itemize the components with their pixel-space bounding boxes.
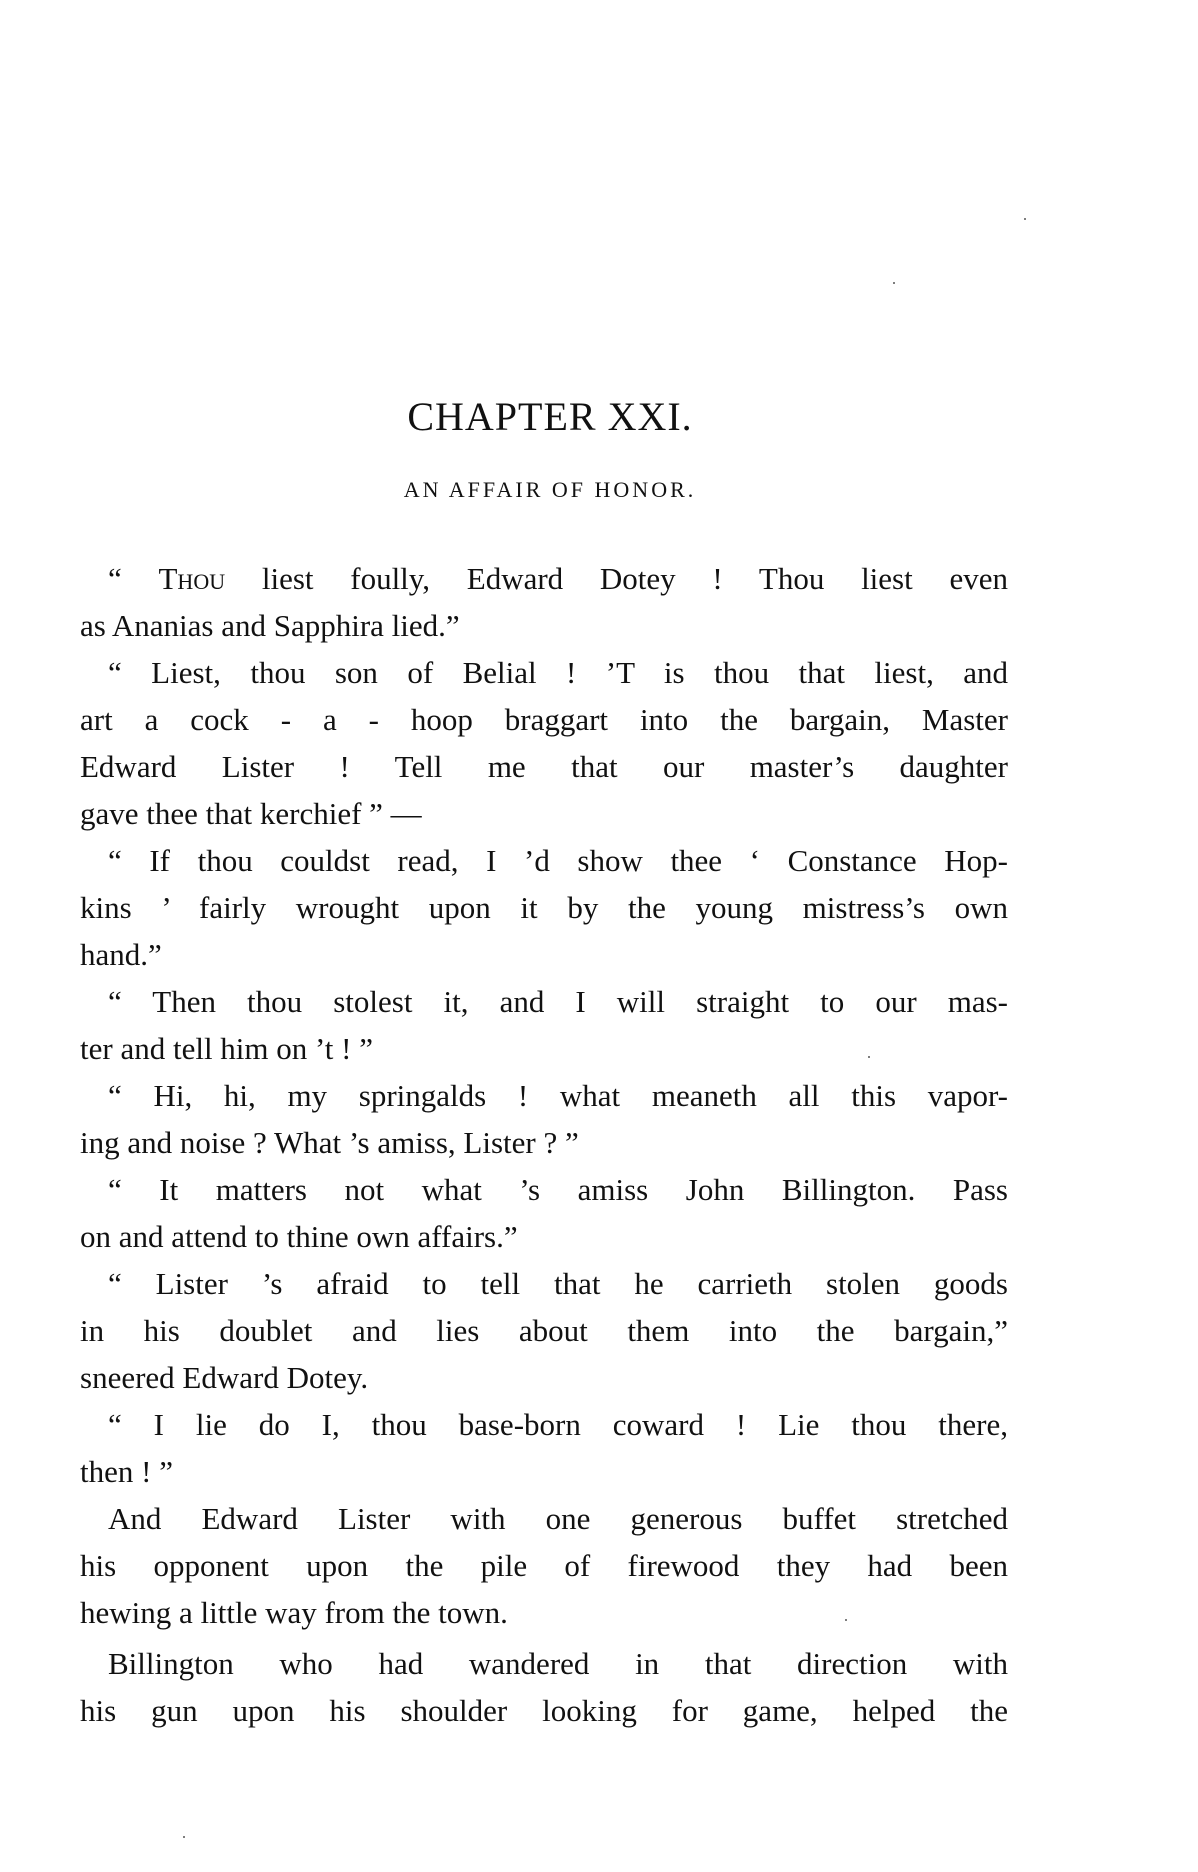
text-line: kins ’ fairly wrought upon it by the young mistress’s own xyxy=(80,890,1008,925)
text-line: hewing a little way from the town. xyxy=(80,1595,508,1630)
text-line: art a cock - a - hoop braggart into the bargain, Master xyxy=(80,702,1008,737)
smallcaps-word: Thou xyxy=(158,561,226,596)
text-line: “ I lie do I, thou base-born coward ! Lie thou there, xyxy=(108,1407,1008,1442)
text-line: “ Lister ’s afraid to tell that he carrieth stolen goods xyxy=(108,1266,1008,1301)
body-text xyxy=(80,555,1008,1734)
chapter-subtitle: AN AFFAIR OF HONOR. xyxy=(403,477,697,502)
paper-speck xyxy=(183,1836,185,1838)
text-line: “ Hi, hi, my springalds ! what meaneth all this vapor- xyxy=(108,1078,1008,1113)
text-line: “ Then thou stolest it, and I will straight to our mas- xyxy=(108,984,1008,1019)
text-line: then ! ” xyxy=(80,1454,173,1489)
text-line: hand.” xyxy=(80,937,162,972)
text-line: “ Thou liest foully, Edward Dotey ! Thou liest even xyxy=(108,561,1008,596)
text-line: in his doublet and lies about them into the bargain,” xyxy=(80,1313,1008,1348)
text-line: ter and tell him on ’t ! ” xyxy=(80,1031,373,1066)
paper-speck xyxy=(868,1056,870,1058)
text-line: “ If thou couldst read, I ’d show thee ‘ Constance Hop- xyxy=(108,843,1008,878)
text-line: Billington who had wandered in that direction with xyxy=(108,1646,1008,1681)
text-line: his opponent upon the pile of firewood they had been xyxy=(80,1548,1008,1583)
text-line: Edward Lister ! Tell me that our master’s daughter xyxy=(80,749,1008,784)
text-line: And Edward Lister with one generous buffet stretched xyxy=(108,1501,1008,1536)
text-line: on and attend to thine own affairs.” xyxy=(80,1219,518,1254)
text-line: his gun upon his shoulder looking for game, helped the xyxy=(80,1693,1008,1728)
text-line: ing and noise ? What ’s amiss, Lister ? ” xyxy=(80,1125,579,1160)
text-line: “ Liest, thou son of Belial ! ’T is thou that liest, and xyxy=(108,655,1008,690)
text-line: gave thee that kerchief ” — xyxy=(80,796,422,831)
paper-speck xyxy=(1024,218,1026,220)
paper-speck xyxy=(893,282,895,284)
text-line: sneered Edward Dotey. xyxy=(80,1360,369,1395)
text-line: as Ananias and Sapphira lied.” xyxy=(80,608,460,643)
chapter-title: CHAPTER XXI. xyxy=(407,394,693,439)
text-line: “ It matters not what ’s amiss John Billington. Pass xyxy=(108,1172,1008,1207)
paper-speck xyxy=(845,1619,847,1621)
